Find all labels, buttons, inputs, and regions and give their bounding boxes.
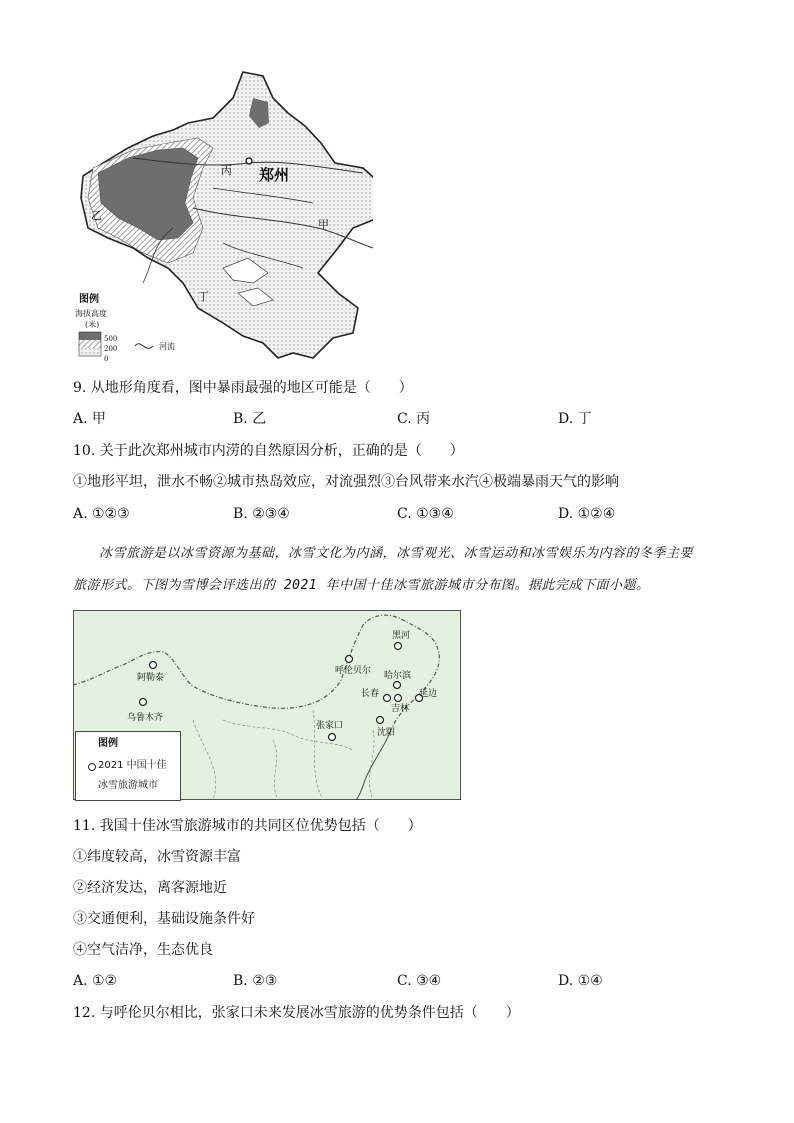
map2-legend-title: 图例 — [98, 738, 118, 749]
map2-legend-line-2: 冰雪旅游城市 — [98, 780, 158, 791]
legend-tick-200: 200 — [104, 345, 118, 353]
q10-option-c[interactable]: C. ①③④ — [397, 506, 454, 522]
q11-option-a[interactable]: A. ①② — [73, 973, 118, 989]
city-label-changchun: 长春 — [361, 689, 380, 699]
city-marker-jilin — [395, 695, 402, 702]
q9-option-c[interactable]: C. 丙 — [397, 411, 431, 427]
zhengzhou-marker — [246, 158, 252, 164]
q9-option-b[interactable]: B. 乙 — [233, 411, 267, 427]
city-marker-shenyang — [377, 717, 384, 724]
legend-title: 图例 — [79, 294, 99, 305]
q10-option-b[interactable]: B. ②③④ — [233, 506, 290, 522]
city-label-zhengzhou: 郑州 — [259, 166, 290, 184]
q10-option-a[interactable]: A. ①②③ — [73, 506, 130, 522]
question-10-statements: ①地形平坦，泄水不畅②城市热岛效应，对流强烈③台风带来水汽④极端暴雨天气的影响 — [73, 474, 619, 490]
passage-line-2: 旅游形式。下图为雪博会评选出的 2021 年中国十佳冰雪旅游城市分布图。据此完成下面小题。 — [73, 578, 650, 593]
city-label-heihe: 黑河 — [392, 631, 411, 641]
question-9-stem: 9. 从地形角度看，图中暴雨最强的地区可能是（ ） — [73, 380, 413, 396]
q11-item-3: ③交通便利，基础设施条件好 — [73, 911, 255, 927]
map2-legend-line-1: 2021 中国十佳 — [98, 760, 167, 771]
city-label-zhangjiakou: 张家口 — [316, 721, 344, 731]
legend-tick-0: 0 — [104, 355, 109, 363]
region-label-bing: 丙 — [221, 164, 232, 177]
city-marker-heihe — [395, 643, 402, 650]
legend-city-marker-icon — [88, 763, 96, 771]
passage-line-1: 冰雪旅游是以冰雪资源为基础，冰雪文化为内涵，冰雪观光、冰雪运动和冰雪娱乐为内容的冬季主要 — [99, 546, 694, 561]
q11-item-4: ④空气洁净，生态优良 — [73, 942, 213, 958]
city-label-shenyang: 沈阳 — [377, 728, 396, 738]
region-label-ding: 丁 — [198, 290, 209, 303]
city-label-hulunbuir: 呼伦贝尔 — [335, 666, 372, 676]
question-11-stem: 11. 我国十佳冰雪旅游城市的共同区位优势包括（ ） — [73, 818, 422, 834]
q11-item-2: ②经济发达，离客源地近 — [73, 880, 227, 896]
q9-option-d[interactable]: D. 丁 — [558, 411, 592, 427]
region-label-yi: 乙 — [91, 209, 102, 222]
city-marker-urumqi — [140, 699, 147, 706]
city-label-jilin: 吉林 — [391, 704, 410, 714]
legend-subtitle: 海拔高度 — [75, 309, 107, 318]
legend-tick-500: 500 — [104, 335, 118, 343]
question-12-stem: 12. 与呼伦贝尔相比，张家口未来发展冰雪旅游的优势条件包括（ ） — [73, 1005, 520, 1021]
legend-unit: (米) — [85, 320, 100, 329]
city-marker-changchun — [384, 695, 391, 702]
region-label-jia: 甲 — [318, 218, 329, 231]
city-label-altay: 阿勒泰 — [137, 673, 165, 683]
q11-item-1: ①纬度较高，冰雪资源丰富 — [73, 849, 241, 865]
question-10-stem: 10. 关于此次郑州城市内涝的自然原因分析，正确的是（ ） — [73, 443, 464, 459]
city-label-yanbian: 延边 — [419, 689, 438, 699]
q10-option-d[interactable]: D. ①②④ — [558, 506, 616, 522]
map2-legend — [75, 731, 181, 801]
q11-option-b[interactable]: B. ②③ — [233, 973, 278, 989]
legend-river-label: 河流 — [159, 342, 175, 351]
city-label-harbin: 哈尔滨 — [384, 671, 412, 681]
city-marker-altay — [150, 662, 157, 669]
q11-option-c[interactable]: C. ③④ — [397, 973, 442, 989]
henan-terrain-map — [73, 68, 373, 368]
q11-option-d[interactable]: D. ①④ — [558, 973, 603, 989]
city-marker-hulunbuir — [346, 656, 353, 663]
legend-river-line-icon — [135, 344, 153, 349]
city-marker-zhangjiakou — [329, 734, 336, 741]
city-label-urumqi: 乌鲁木齐 — [127, 713, 164, 723]
q9-option-a[interactable]: A. 甲 — [73, 411, 107, 427]
city-marker-harbin — [394, 682, 401, 689]
